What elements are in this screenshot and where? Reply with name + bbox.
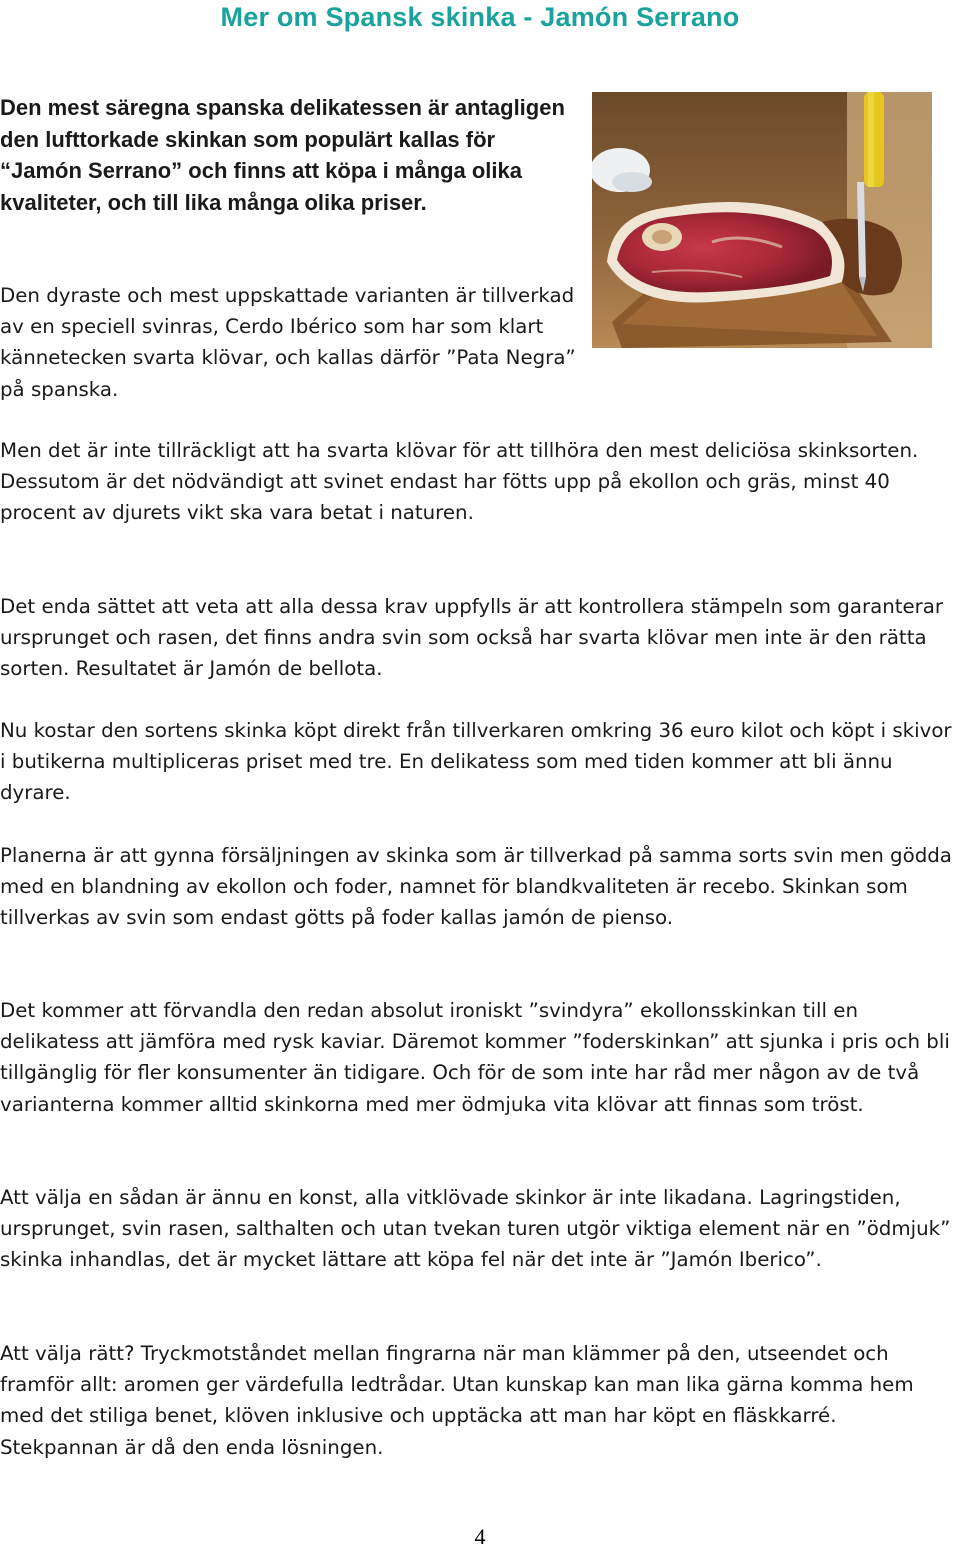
- paragraph-choosing: Att välja en sådan är ännu en konst, alla vitklövade skinkor är inte likadana. Lagringstiden, ursprunget, svin rasen, salthalten och utan tvekan turen utgör viktiga element när en ”ödmjuk” skinka inhandlas, det är mycket lättare att köpa fel när det inte är ”Jamón Iberico”.: [0, 1186, 951, 1272]
- paragraph-choose-right: Att välja rätt? Tryckmotståndet mellan fingrarna när man klämmer på den, utseendet och framför allt: aromen ger värdefulla ledtrådar. Utan kunskap kan man lika gärna komma hem med det stiliga benet, klöven inklusive och upptäcka att man har köpt en fläskkarré. Stekpannan är då den enda lösningen.: [0, 1342, 914, 1459]
- paragraph-recebo: Planerna är att gynna försäljningen av skinka som är tillverkad på samma sorts svin men gödda med en blandning av ekollon och foder, namnet för blandkvaliteten är recebo. Skinkan som tillverkas av svin som endast götts på foder kallas jamón de pienso.: [0, 844, 952, 930]
- ham-illustration: [592, 92, 932, 348]
- paragraph-price: Nu kostar den sortens skinka köpt direkt från tillverkaren omkring 36 euro kilot och köpt i skivor i butikerna multipliceras priset med tre. En delikatess som med tiden kommer att bli ännu dyrare.: [0, 719, 952, 805]
- paragraph-black-hooves: Men det är inte tillräckligt att ha svarta klövar för att tillhöra den mest deliciösa skinksorten. Dessutom är det nödvändigt att svinet endast har fötts upp på ekollon och gräs, minst 40 procent av djurets vikt ska vara betat i naturen.: [0, 439, 919, 525]
- paragraph-caviar: Det kommer att förvandla den redan absolut ironiskt ”svindyra” ekollonsskinkan till en delikatess att jämföra med rysk kaviar. Däremot kommer ”foderskinkan” att sjunka i pris och bli tillgänglig för fler konsumenter än tidigare. Och för de som inte har råd mer någon av de två varianterna kommer alltid skinkorna med mer ödmjuka vita klövar att finnas som tröst.: [0, 999, 950, 1116]
- paragraph-stamp: Det enda sättet att veta att alla dessa krav uppfylls är att kontrollera stämpeln som garanterar ursprunget och rasen, det finns andra svin som också har svarta klövar men inte är den rätta sorten. Resultatet är Jamón de bellota.: [0, 595, 944, 681]
- intro-paragraph: Den mest säregna spanska delikatessen är antagligen den lufttorkade skinkan som populärt kallas för “Jamón Serrano” och finns att köpa i många olika kvaliteter, och till lika många olika priser.: [0, 95, 565, 215]
- paragraph-pata-negra: Den dyraste och mest uppskattade varianten är tillverkad av en speciell svinras, Cerdo Ibérico som har som klart kännetecken svarta klövar, och kallas därför ”Pata Negra” på spanska.: [0, 284, 576, 401]
- page-title: Mer om Spansk skinka - Jamón Serrano: [220, 2, 740, 32]
- ham-photo: [592, 92, 932, 348]
- page-number: 4: [474, 1524, 486, 1549]
